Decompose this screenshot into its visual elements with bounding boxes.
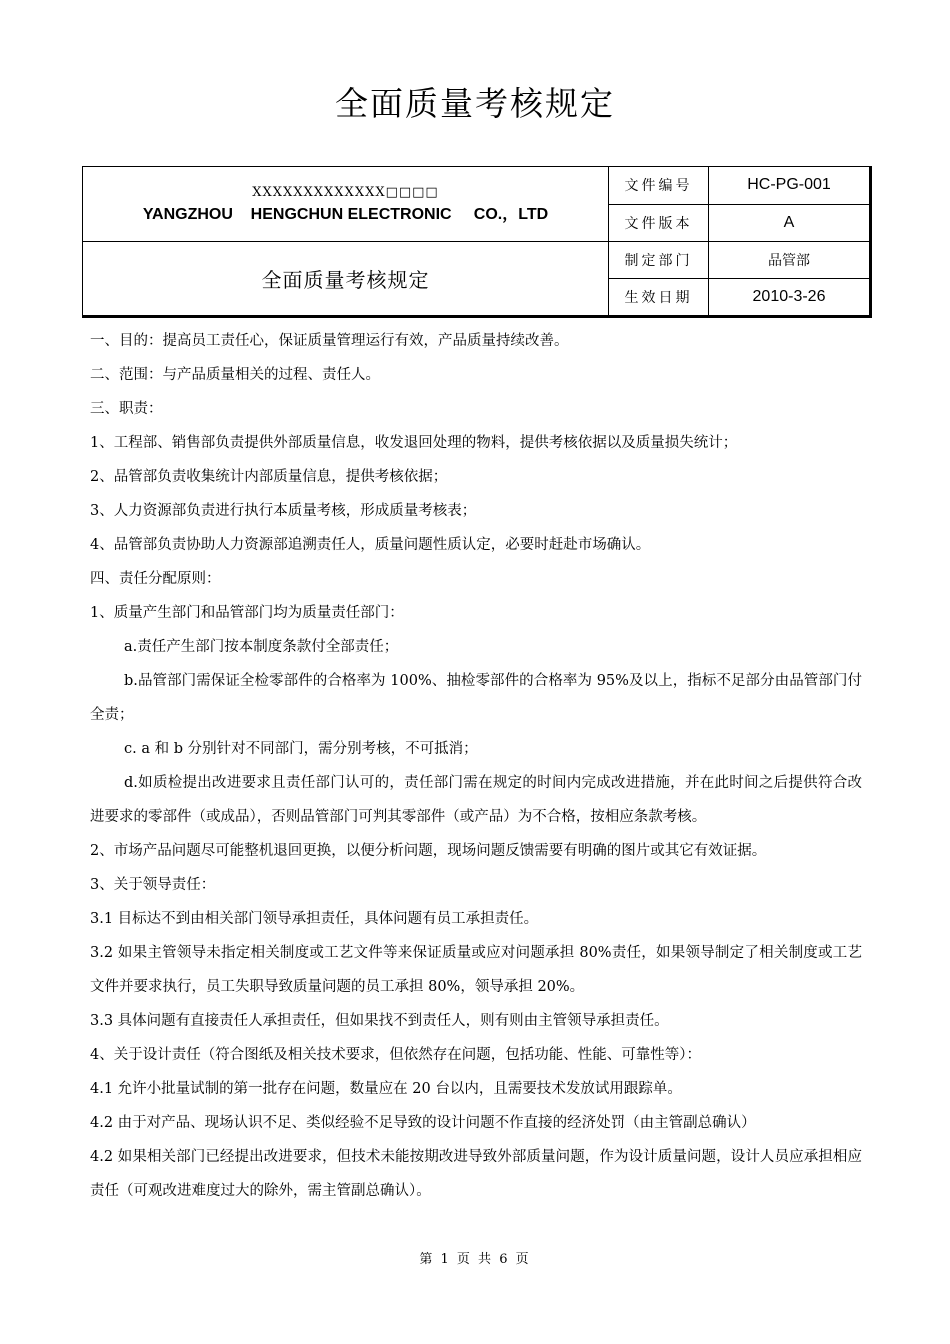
paragraph: 3、人力资源部负责进行执行本质量考核，形成质量考核表； bbox=[90, 503, 477, 519]
paragraph: b.品管部门需保证全检零部件的合格率为 100%、抽检零部件的合格率为 95%及以上，指标不足部分由品管部门付全责； bbox=[90, 673, 862, 723]
paragraph: 4.2 如果相关部门已经提出改进要求，但技术未能按期改进导致外部质量问题，作为设计质量问题，设计人员应承担相应责任（可观改进难度过大的除外，需主管副总确认）。 bbox=[90, 1149, 862, 1199]
paragraph: 一、目的：提高员工责任心，保证质量管理运行有效，产品质量持续改善。 bbox=[90, 333, 569, 349]
value-effective-date: 2010-3-26 bbox=[709, 279, 871, 317]
company-name-cn: XXXXXXXXXXXXX□□□□ bbox=[252, 185, 439, 200]
label-doc-number: 文件编号 bbox=[609, 167, 709, 205]
company-name-en: YANGZHOU HENGCHUN ELECTRONIC CO.，LTD bbox=[142, 206, 549, 223]
paragraph: 2、品管部负责收集统计内部质量信息，提供考核依据； bbox=[90, 469, 448, 485]
page-number: 第 1 页 共 6 页 bbox=[419, 1252, 531, 1267]
paragraph: 四、责任分配原则： bbox=[90, 571, 221, 587]
document-body bbox=[90, 324, 862, 1208]
label-doc-version: 文件版本 bbox=[609, 204, 709, 242]
document-header-table bbox=[82, 166, 872, 318]
paragraph: 4.1 允许小批量试制的第一批存在问题，数量应在 20 台以内，且需要技术发放试用跟踪单。 bbox=[90, 1081, 682, 1097]
paragraph: a.责任产生部门按本制度条款付全部责任； bbox=[124, 639, 399, 655]
paragraph: 1、工程部、销售部负责提供外部质量信息，收发退回处理的物料，提供考核依据以及质量损失统计； bbox=[90, 435, 738, 451]
company-cell bbox=[83, 167, 609, 242]
paragraph: 三、职责： bbox=[90, 401, 163, 417]
label-effective-date: 生效日期 bbox=[609, 279, 709, 317]
paragraph: 3、关于领导责任： bbox=[90, 877, 216, 893]
paragraph: 4.2 由于对产品、现场认识不足、类似经验不足导致的设计问题不作直接的经济处罚（由主管副总确认） bbox=[90, 1115, 756, 1131]
paragraph: 3.2 如果主管领导未指定相关制度或工艺文件等来保证质量或应对问题承担 80%责任，如果领导制定了相关制度或工艺文件并要求执行，员工失职导致质量问题的员工承担 80%，领导承担 20%。 bbox=[90, 945, 862, 995]
paragraph: d.如质检提出改进要求且责任部门认可的，责任部门需在规定的时间内完成改进措施，并在此时间之后提供符合改进要求的零部件（或成品），否则品管部门可判其零部件（或产品）为不合格，按相应条款考核。 bbox=[90, 775, 862, 825]
value-doc-version: A bbox=[709, 204, 871, 242]
paragraph: c. a 和 b 分别针对不同部门，需分别考核，不可抵消； bbox=[124, 741, 478, 757]
value-doc-number: HC-PG-001 bbox=[709, 167, 871, 205]
label-department: 制定部门 bbox=[609, 242, 709, 279]
paragraph: 2、市场产品问题尽可能整机退回更换，以便分析问题，现场问题反馈需要有明确的图片或其它有效证据。 bbox=[90, 843, 767, 859]
paragraph: 二、范围：与产品质量相关的过程、责任人。 bbox=[90, 367, 380, 383]
value-department: 品管部 bbox=[709, 242, 871, 279]
paragraph: 4、品管部负责协助人力资源部追溯责任人，质量问题性质认定，必要时赶赴市场确认。 bbox=[90, 537, 651, 553]
paragraph: 4、关于设计责任（符合图纸及相关技术要求，但依然存在问题，包括功能、性能、可靠性等）： bbox=[90, 1047, 701, 1063]
doc-name-cell: 全面质量考核规定 bbox=[83, 242, 609, 317]
paragraph: 3.1 目标达不到由相关部门领导承担责任，具体问题有员工承担责任。 bbox=[90, 911, 539, 927]
paragraph: 1、质量产生部门和品管部门均为质量责任部门： bbox=[90, 605, 404, 621]
paragraph: 3.3 具体问题有直接责任人承担责任，但如果找不到责任人，则有则由主管领导承担责任。 bbox=[90, 1013, 669, 1029]
document-title: 全面质量考核规定 bbox=[335, 84, 615, 123]
